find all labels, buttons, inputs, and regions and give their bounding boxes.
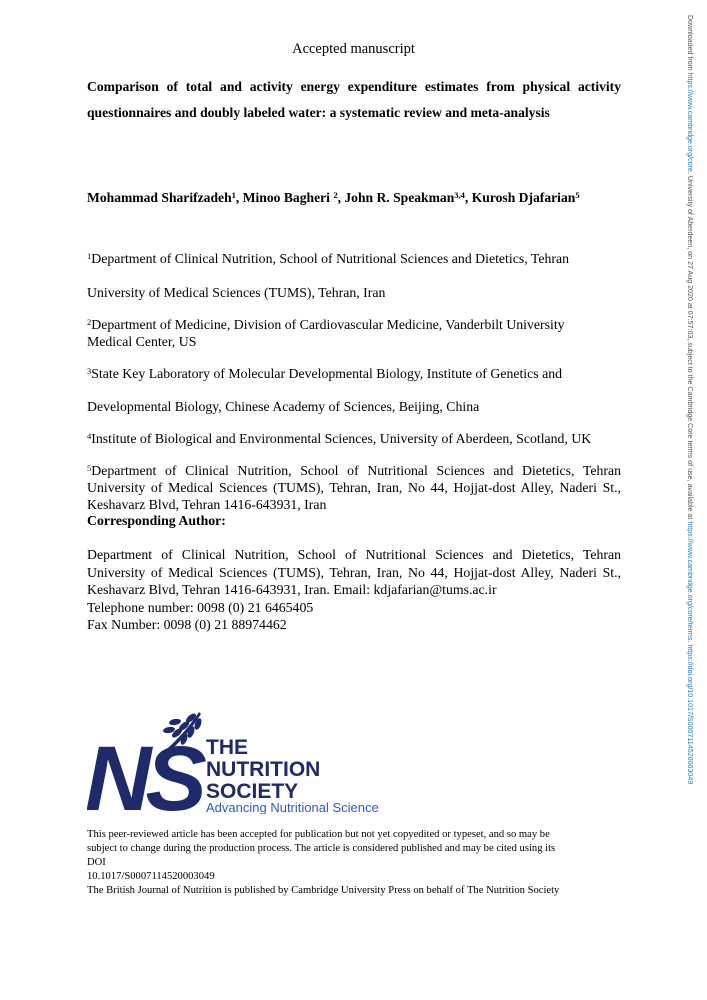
author-separator: , [464,190,472,205]
watermark-text: Downloaded from [686,15,694,73]
author-name: Kurosh Djafarian [471,190,576,205]
telephone-number: Telephone number: 0098 (0) 21 6465405 [87,599,314,615]
author-list [87,190,647,206]
author-affiliation-mark: 2 [333,190,338,200]
download-watermark-text [686,15,694,784]
title-line-1: Comparison of total and activity energy expenditure estimates from physical activity [87,79,621,94]
author-affiliation-mark: 5 [575,190,580,200]
affiliation-text: Department of Medicine, Division of Cardiovascular Medicine, Vanderbilt University [91,317,565,332]
affiliation-text: Keshavarz Blvd, Tehran 1416-643931, Iran [87,497,327,512]
author-name: Mohammad Sharifzadeh [87,190,232,205]
watermark-text: . [686,640,694,645]
download-watermark [682,15,706,875]
logo-the: THE [206,736,248,759]
logo-mark [87,706,397,814]
author-name: John R. Speakman [344,190,455,205]
affiliation-text: Institute of Biological and Environmental Sciences, University of Aberdeen, Scotland, UK [91,431,592,446]
affiliation-3-cont [87,398,621,415]
logo-nutrition: NUTRITION [206,758,321,781]
cambridge-core-link[interactable]: https://www.cambridge.org/core [686,72,694,172]
affiliation-5 [87,462,621,513]
publication-notice [87,828,621,898]
affiliation-number: 1 [87,251,92,261]
affiliation-1-cont [87,284,621,301]
corresponding-address-line: Keshavarz Blvd, Tehran 1416-643931, Iran. Email: kdjafarian@tums.ac.ir [87,582,497,597]
notice-line: subject to change during the production process. The article is considered published and may be cited using its [87,843,556,854]
affiliation-number: 4 [87,431,92,441]
doi-text: 10.1017/S0007114520003049 [87,871,215,882]
corresponding-address-line: University of Medical Sciences (TUMS), Tehran, Iran, No 44, Hojjat-dost Alley, Naderi St., [87,564,621,580]
manuscript-header: Accepted manuscript [292,41,415,57]
author-separator: , [337,190,345,205]
notice-line: This peer-reviewed article has been accepted for publication but not yet copyedited or typeset, and so may be [87,829,550,840]
affiliation-4 [87,430,621,447]
notice-line: DOI [87,857,106,868]
affiliation-3 [87,365,621,382]
affiliation-1 [87,250,621,267]
affiliation-text: University of Medical Sciences (TUMS), Tehran, Iran, No 44, Hojjat-dost Alley, Naderi St., [87,480,621,495]
author-affiliation-mark: 1 [231,190,236,200]
fax-number: Fax Number: 0098 (0) 21 88974462 [87,617,287,632]
affiliation-number: 2 [87,317,92,327]
author-affiliation-mark: 3,4 [454,190,465,200]
doi-link[interactable]: https://doi.org/10.1017/S0007114520003049 [686,644,694,785]
logo-letters: NS [87,728,201,814]
affiliation-number: 3 [87,366,92,376]
affiliation-text: Department of Clinical Nutrition, School of Nutritional Sciences and Dietetics, Tehran [91,251,569,266]
corresponding-author-heading: Corresponding Author: [87,513,226,528]
publisher-statement: The British Journal of Nutrition is published by Cambridge University Press on behalf of The Nutrition Society [87,885,560,896]
affiliation-number: 5 [87,463,92,473]
terms-link[interactable]: https://www.cambridge.org/core/terms [686,521,694,641]
nutrition-society-logo [87,706,397,814]
corresponding-address-line: Department of Clinical Nutrition, School of Nutritional Sciences and Dietetics, Tehran [87,547,621,562]
affiliation-text: Department of Clinical Nutrition, School of Nutritional Sciences and Dietetics, Tehran [91,463,621,478]
affiliation-2 [87,316,621,350]
watermark-text: . University of Aberdeen, on 27 Aug 2020 at 07:57:03, subject to the Cambridge Core terms of use, available at [686,171,694,522]
author-separator: , [235,190,243,205]
article-title [87,74,621,126]
logo-tagline: Advancing Nutritional Science [206,800,379,814]
corresponding-author-details [87,546,621,634]
affiliation-text: Developmental Biology, Chinese Academy of Sciences, Beijing, China [87,399,480,414]
affiliation-text: State Key Laboratory of Molecular Developmental Biology, Institute of Genetics and [91,366,562,381]
logo-society: SOCIETY [206,780,299,803]
affiliation-text: Medical Center, US [87,334,197,349]
title-line-2: questionnaires and doubly labeled water: a systematic review and meta-analysis [87,105,550,120]
affiliation-text: University of Medical Sciences (TUMS), Tehran, Iran [87,285,386,300]
author-name: Minoo Bagheri [242,190,334,205]
